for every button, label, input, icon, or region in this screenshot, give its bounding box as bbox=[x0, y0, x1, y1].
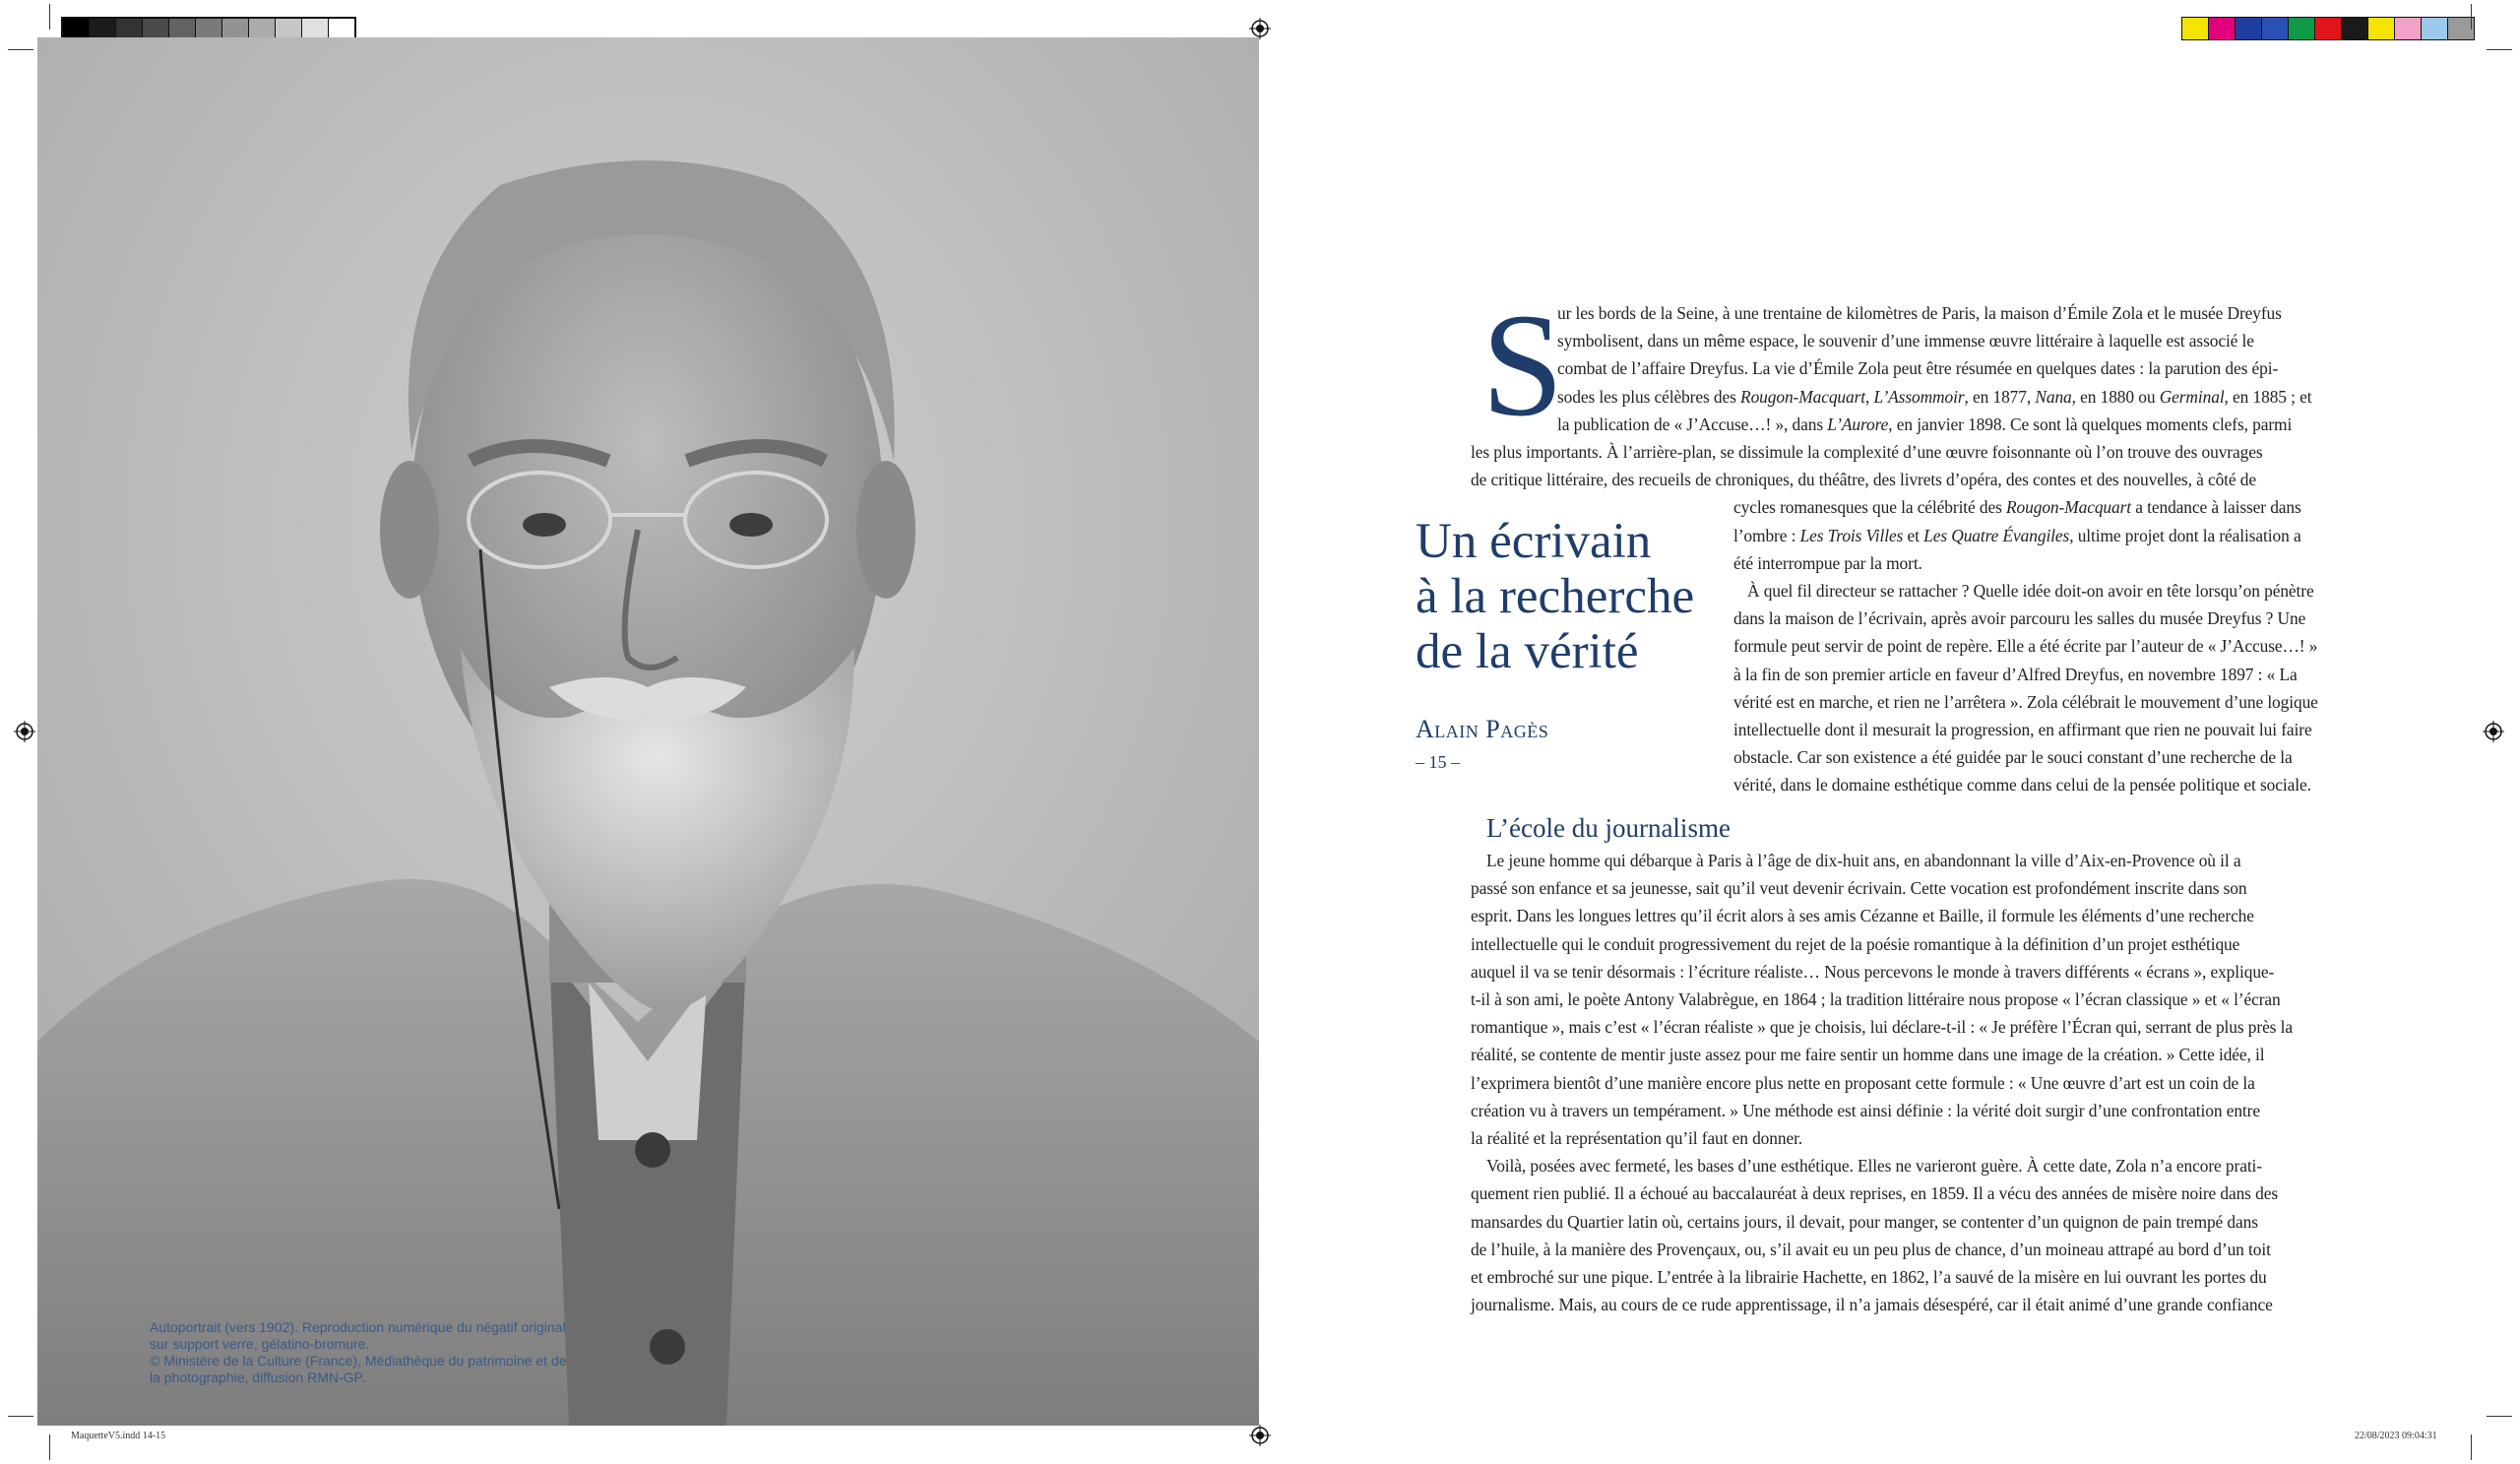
text-line bbox=[1733, 688, 2367, 716]
italic-title: Les Quatre Évangiles bbox=[1923, 525, 2070, 545]
italic-title: L’Aurore bbox=[1827, 414, 1889, 434]
crop-mark bbox=[2487, 1416, 2512, 1417]
caption-line: la photographie, diffusion RMN-GP. bbox=[150, 1369, 365, 1385]
italic-title: Germinal bbox=[2159, 386, 2225, 407]
color-swatch bbox=[2422, 18, 2448, 39]
text-run: , en janvier 1898. Ce sont là quelques moments clefs, parmi bbox=[1888, 414, 2293, 434]
text-run: combat de l’affaire Dreyfus. La vie d’Émile Zola peut être résumée en quelques dates : la parution des épi- bbox=[1557, 358, 2279, 379]
text-line bbox=[1747, 577, 2367, 605]
text-line bbox=[1471, 1041, 2367, 1068]
registration-mark-icon bbox=[1249, 1425, 1271, 1446]
text-run: romantique », mais c’est « l’écran réaliste » que je choisis, lui déclare-t-il : « Je préfère l’Écran qui, serrant de plus près la bbox=[1471, 1017, 2293, 1038]
crop-mark bbox=[2487, 49, 2512, 50]
text-line bbox=[1471, 986, 2367, 1013]
timestamp-slug: 22/08/2023 09:04:31 bbox=[2355, 1431, 2437, 1441]
text-run: esprit. Dans les longues lettres qu’il écrit alors à ses amis Cézanne et Baille, il formule les éléments d’une recherche bbox=[1471, 906, 2254, 926]
color-swatch bbox=[2368, 18, 2395, 39]
text-run: été interrompue par la mort. bbox=[1733, 552, 1922, 573]
text-line bbox=[1471, 1291, 2367, 1318]
text-run: formule peut servir de point de repère. Elle a été écrite par l’auteur de « J’Accuse…! » bbox=[1733, 636, 2318, 657]
text-line bbox=[1471, 1013, 2367, 1041]
text-run: vérité, dans le domaine esthétique comme dans celui de la pensée politique et sociale. bbox=[1733, 775, 2311, 796]
color-swatch bbox=[2236, 18, 2262, 39]
title-line: Un écrivain bbox=[1416, 514, 1652, 569]
text-run: cycles romanesques que la célébrité des bbox=[1733, 497, 2007, 518]
text-run: À quel fil directeur se rattacher ? Quelle idée doit-on avoir en tête lorsqu’on pénètre bbox=[1747, 581, 2314, 601]
text-run: de l’huile, à la manière des Provençaux, ou, s’il avait eu un peu plus de chance, d’un moineau attrapé au bord d’un toit bbox=[1471, 1239, 2271, 1259]
crop-mark bbox=[8, 49, 33, 50]
caption-line: sur support verre, gélatino-bromure. bbox=[150, 1336, 370, 1352]
text-line bbox=[1471, 930, 2367, 958]
text-line bbox=[1733, 493, 2367, 521]
text-line bbox=[1733, 743, 2367, 771]
text-run: l’ombre : bbox=[1733, 525, 1800, 545]
article-title bbox=[1416, 514, 1694, 679]
page-number: – 15 – bbox=[1416, 752, 1460, 772]
text-line bbox=[1471, 466, 2367, 493]
photo-caption bbox=[150, 1319, 662, 1386]
text-line bbox=[1557, 354, 2367, 382]
text-run: à la fin de son premier article en faveur d’Alfred Dreyfus, en novembre 1897 : « La bbox=[1733, 664, 2298, 684]
text-run: vérité est en marche, et rien ne l’arrêtera ». Zola célébrait le mouvement d’une logique bbox=[1733, 691, 2318, 712]
text-line bbox=[1471, 1124, 2367, 1152]
text-line bbox=[1733, 632, 2367, 660]
text-run: , en 1880 ou bbox=[2071, 386, 2160, 407]
italic-title: Nana bbox=[2035, 386, 2072, 407]
text-run: auquel il va se tenir désormais : l’écriture réaliste… Nous percevons le monde à travers différents « écrans », explique- bbox=[1471, 961, 2275, 982]
text-run: l’exprimera bientôt d’une manière encore plus nette en proposant cette formule : « Une œuvre d’art est un coin de la bbox=[1471, 1072, 2255, 1093]
article-author: Alain Pagès bbox=[1416, 715, 1549, 743]
text-line bbox=[1733, 716, 2367, 743]
color-calibration-bar bbox=[2181, 17, 2475, 40]
text-line bbox=[1557, 299, 2367, 327]
color-swatch bbox=[2342, 18, 2368, 39]
registration-mark-icon bbox=[2483, 721, 2504, 742]
text-run: de critique littéraire, des recueils de chroniques, du théâtre, des livrets d’opéra, des contes et des nouvelles, à côté de bbox=[1471, 470, 2256, 490]
italic-title: Rougon-Macquart bbox=[1740, 386, 1866, 407]
text-line bbox=[1471, 1236, 2367, 1263]
text-run: dans la maison de l’écrivain, après avoir parcouru les salles du musée Dreyfus ? Une bbox=[1733, 608, 2306, 629]
title-line: de la vérité bbox=[1416, 624, 1639, 679]
text-run: mansardes du Quartier latin où, certains jours, il devait, pour manger, se contenter d’un quignon de pain trempé dans bbox=[1471, 1211, 2258, 1232]
title-line: à la recherche bbox=[1416, 569, 1695, 624]
text-run: et embroché sur une pique. L’entrée à la librairie Hachette, en 1862, l’a sauvé de la misère en lui ouvrant les portes du bbox=[1471, 1267, 2267, 1287]
text-line bbox=[1471, 1097, 2367, 1124]
text-run: , bbox=[1865, 386, 1874, 407]
color-swatch bbox=[2262, 18, 2289, 39]
text-line bbox=[1471, 1179, 2367, 1207]
text-line bbox=[1471, 874, 2367, 902]
color-swatch bbox=[2289, 18, 2315, 39]
text-run: passé son enfance et sa jeunesse, sait qu’il veut devenir écrivain. Cette vocation est profondément inscrite dans son bbox=[1471, 878, 2247, 899]
text-run: réalité, se contente de mentir juste assez pour me faire sentir un homme dans une image de la création. » Cette idée, il bbox=[1471, 1045, 2265, 1065]
text-line bbox=[1733, 771, 2367, 798]
text-run: symbolisent, dans un même espace, le souvenir d’une immense œuvre littéraire à laquelle est associé le bbox=[1557, 331, 2254, 351]
text-run: les plus importants. À l’arrière-plan, se dissimule la complexité d’une œuvre foisonnante où l’on trouve des ouvrages bbox=[1471, 442, 2263, 462]
text-run: la publication de « J’Accuse…! », dans bbox=[1557, 414, 1828, 434]
text-run: , en 1885 ; et bbox=[2224, 386, 2312, 407]
text-run: et bbox=[1903, 525, 1924, 545]
color-swatch bbox=[2395, 18, 2422, 39]
text-run: Le jeune homme qui débarque à Paris à l’âge de dix-huit ans, en abandonnant la ville d’Aix-en-Provence où il a bbox=[1486, 851, 2241, 870]
text-line bbox=[1733, 522, 2367, 549]
article-heading bbox=[1416, 514, 1694, 773]
portrait-photograph bbox=[37, 37, 1259, 1426]
registration-mark-icon bbox=[14, 721, 35, 742]
italic-title: Les Trois Villes bbox=[1799, 525, 1904, 545]
italic-title: Rougon-Macquart bbox=[2006, 497, 2132, 518]
color-swatch bbox=[2182, 18, 2209, 39]
crop-mark bbox=[49, 4, 50, 30]
text-run: la réalité et la représentation qu’il faut en donner. bbox=[1471, 1128, 1803, 1148]
caption-line: Autoportrait (vers 1902). Reproduction numérique du négatif original bbox=[150, 1319, 566, 1335]
text-run: , ultime projet dont la réalisation a bbox=[2069, 525, 2301, 545]
text-line bbox=[1486, 847, 2367, 874]
crop-mark bbox=[2471, 4, 2472, 30]
text-line bbox=[1733, 605, 2367, 632]
text-line bbox=[1733, 549, 2367, 577]
crop-mark bbox=[49, 1434, 50, 1460]
text-line bbox=[1471, 958, 2367, 986]
text-run: ur les bords de la Seine, à une trentaine de kilomètres de Paris, la maison d’Émile Zola et le musée Dreyfus bbox=[1557, 303, 2282, 323]
text-run: création vu à travers un tempérament. » Une méthode est ainsi définie : la vérité doit surgir d’une confrontation entre bbox=[1471, 1100, 2260, 1120]
crop-mark bbox=[2471, 1434, 2472, 1460]
text-run: obstacle. Car son existence a été guidée par le souci constant d’une recherche de la bbox=[1733, 747, 2293, 768]
italic-title: L’Assommoir bbox=[1873, 386, 1965, 407]
color-swatch bbox=[2209, 18, 2236, 39]
text-line bbox=[1557, 327, 2367, 354]
registration-mark-icon bbox=[1249, 18, 1271, 39]
drop-cap: S bbox=[1481, 284, 1564, 447]
text-run: a tendance à laisser dans bbox=[2131, 497, 2301, 518]
text-run: intellectuelle qui le conduit progressivement du rejet de la poésie romantique à la définition d’un projet esthétique bbox=[1471, 933, 2240, 954]
text-line bbox=[1471, 1263, 2367, 1291]
crop-mark bbox=[8, 1416, 33, 1417]
text-line bbox=[1557, 411, 2367, 438]
text-line bbox=[1557, 383, 2367, 411]
text-line bbox=[1471, 902, 2367, 929]
section-heading: L’école du journalisme bbox=[1486, 813, 1731, 843]
text-run: Voilà, posées avec fermeté, les bases d’une esthétique. Elles ne varieront guère. À cette date, Zola n’a encore prati- bbox=[1486, 1156, 2262, 1177]
text-run: quement rien publié. Il a échoué au baccalauréat à deux reprises, en 1859. Il a vécu des années de misère noire dans des bbox=[1471, 1183, 2278, 1204]
text-run: , en 1877, bbox=[1964, 386, 2036, 407]
color-swatch bbox=[2315, 18, 2342, 39]
text-line bbox=[1733, 661, 2367, 688]
text-run: intellectuelle dont il mesurait la progression, en affirmant que rien ne pouvait lui faire bbox=[1733, 720, 2312, 739]
text-line bbox=[1486, 1152, 2367, 1179]
file-slug: MaquetteV5.indd 14-15 bbox=[71, 1431, 166, 1441]
text-line bbox=[1471, 438, 2367, 466]
text-run: journalisme. Mais, au cours de ce rude apprentissage, il n’a jamais désespéré, car il était animé d’une grande confiance bbox=[1471, 1295, 2273, 1315]
text-run: t-il à son ami, le poète Antony Valabrègue, en 1864 ; la tradition littéraire nous propose « l’écran classique » et « l’écran bbox=[1471, 989, 2281, 1009]
caption-line: © Ministère de la Culture (France), Médiathèque du patrimoine et de bbox=[150, 1353, 567, 1369]
text-line bbox=[1471, 1069, 2367, 1097]
text-run: sodes les plus célèbres des bbox=[1557, 386, 1741, 407]
text-line bbox=[1471, 1208, 2367, 1236]
